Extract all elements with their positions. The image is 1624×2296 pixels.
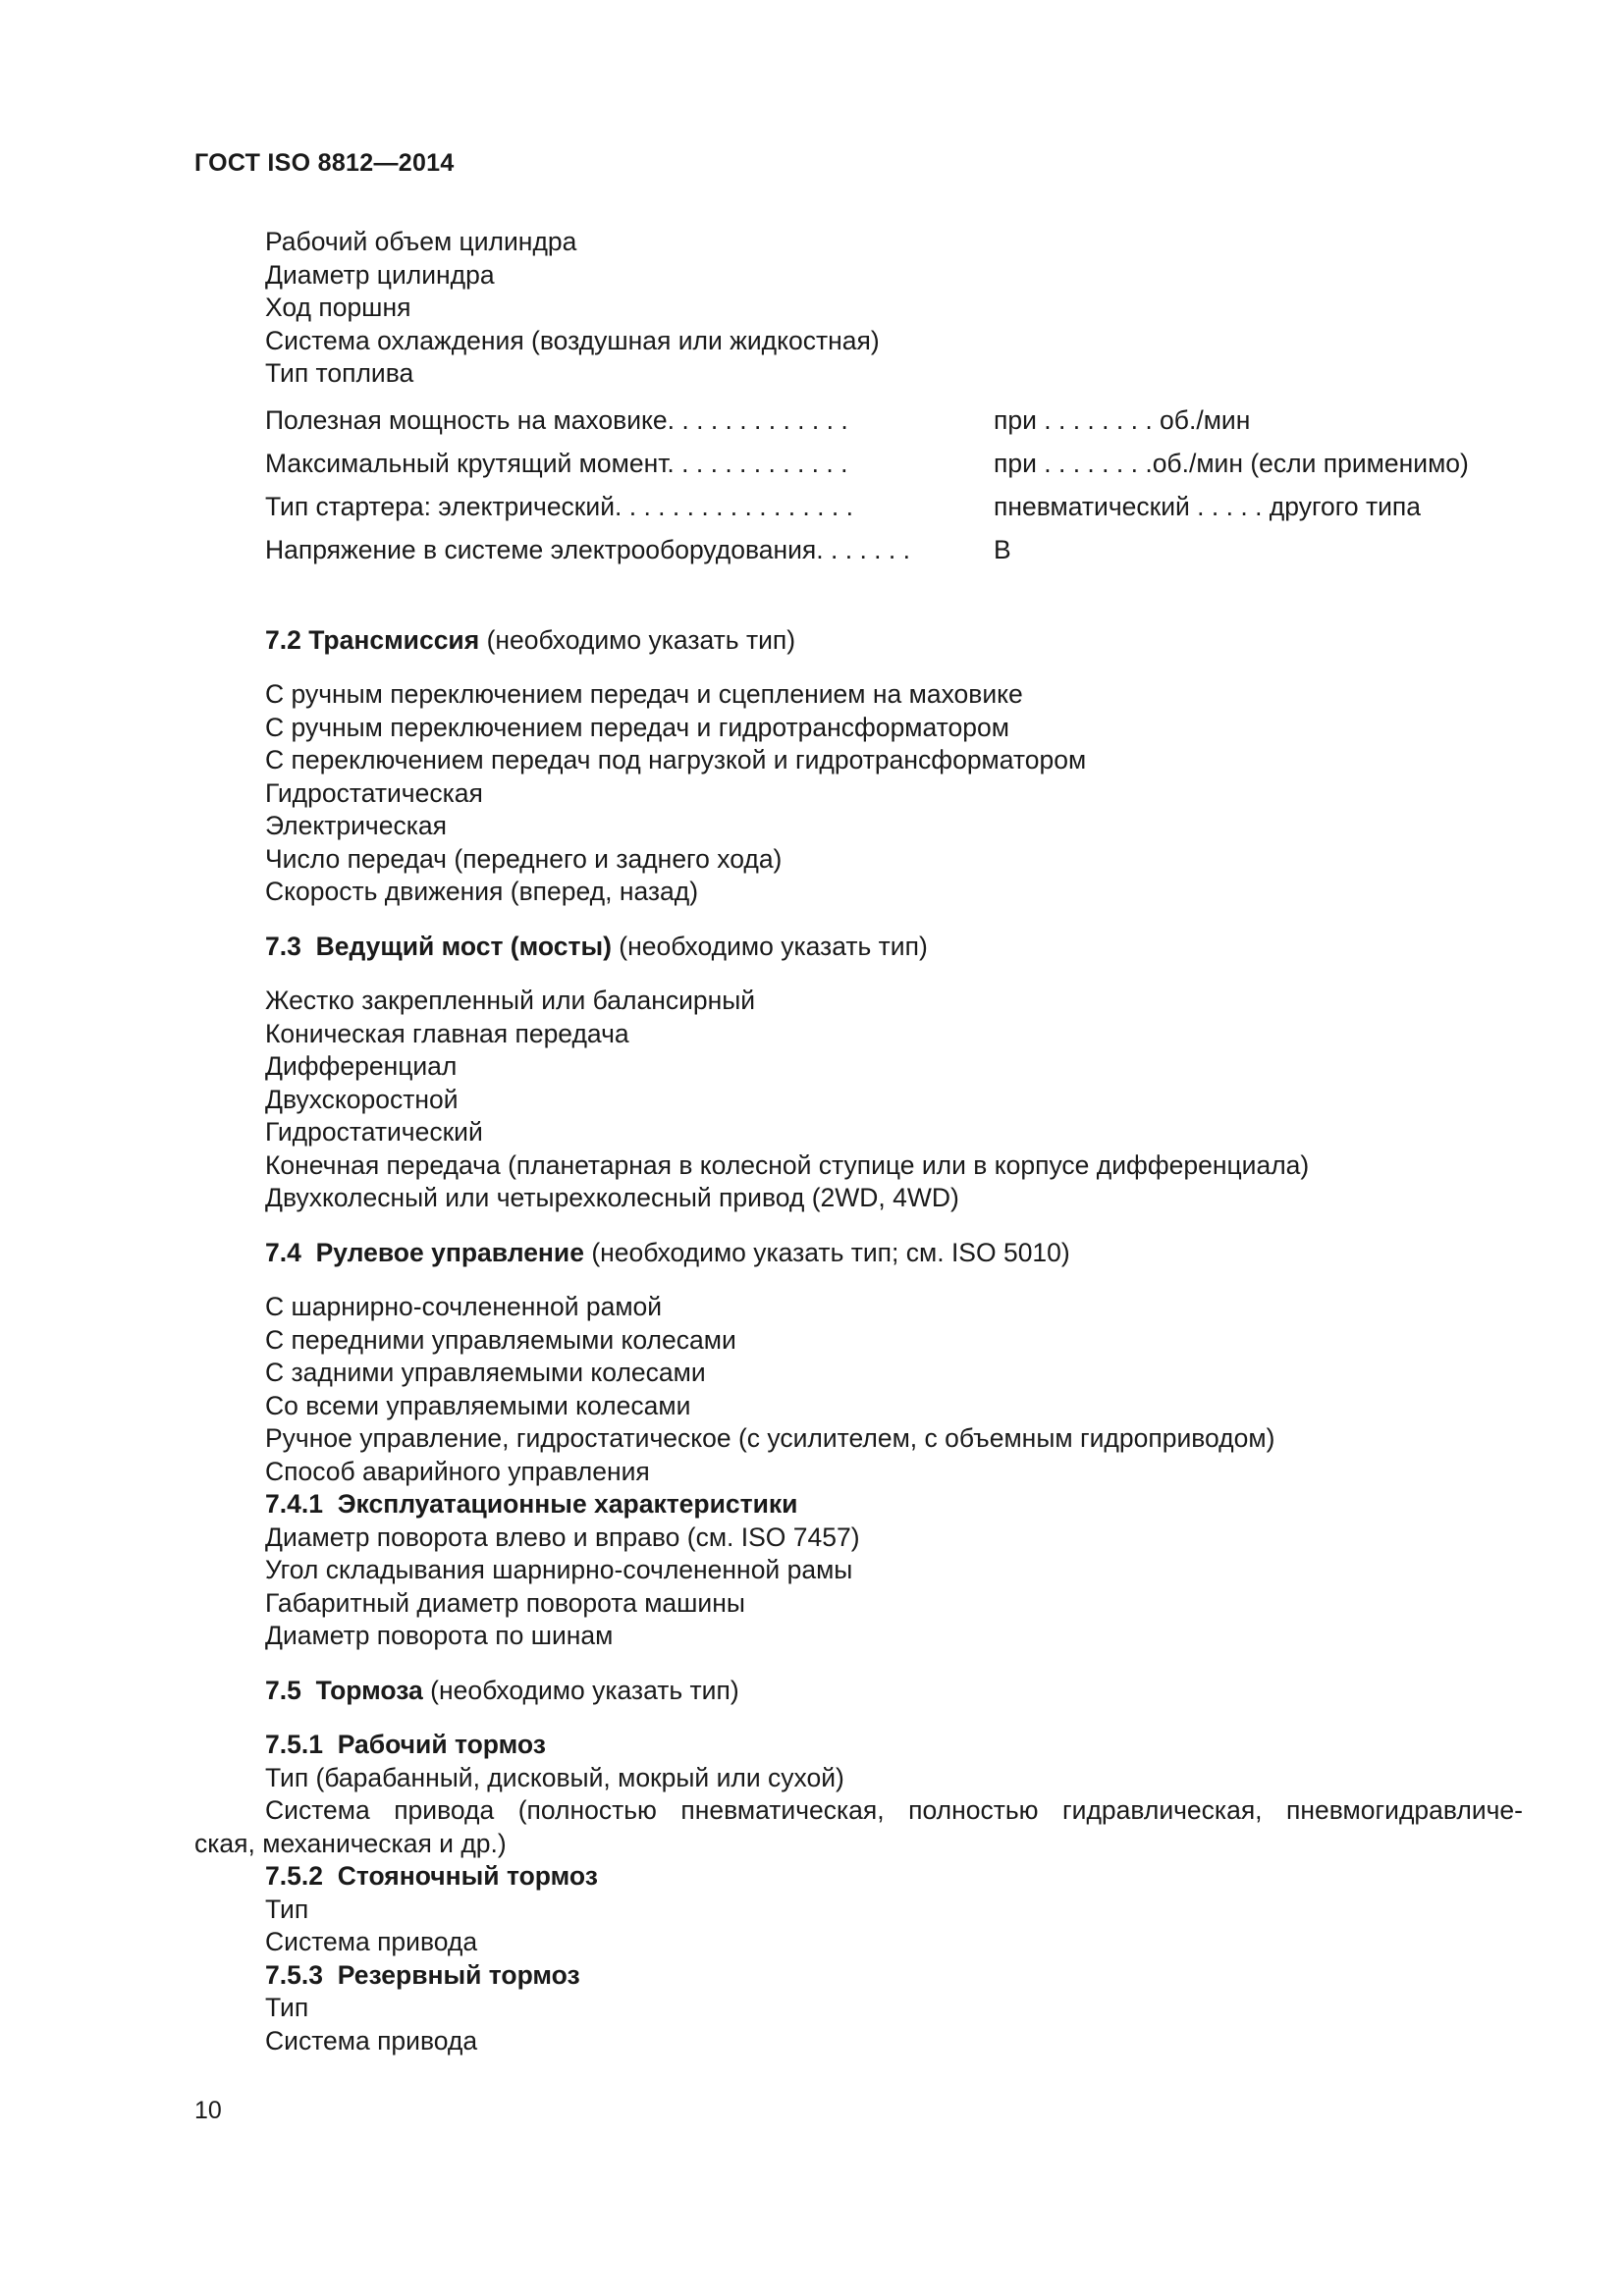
param-value: при . . . . . . . .об./мин (если применимо): [994, 448, 1469, 478]
subsection-title: Стояночный тормоз: [337, 1861, 598, 1891]
section-heading-7-5: [265, 1675, 1522, 1708]
list-item: С ручным переключением передач и сцеплением на маховике: [265, 679, 1023, 709]
page-number: 10: [194, 2097, 222, 2124]
list-item: Конечная передача (планетарная в колесной ступице или в корпусе дифференциала): [265, 1149, 1310, 1180]
section-number: 7.2: [265, 624, 301, 655]
subsection-heading-7-5-3: [265, 1959, 1522, 1993]
list-item: С переключением передач под нагрузкой и гидротрансформатором: [265, 745, 1087, 774]
param-row: [265, 491, 1522, 534]
subsection-heading-7-5-2: [265, 1860, 1522, 1894]
paragraph-line: Система привода (полностью пневматическая, полностью гидравлическая, пневмогидравличе-: [265, 1795, 1523, 1825]
param-label: Полезная мощность на маховике. . . . . . . . . . . . .: [265, 404, 848, 435]
transmission-list: [265, 678, 1522, 909]
list-item: Диаметр цилиндра: [265, 259, 495, 290]
list-item: Габаритный диаметр поворота машины: [265, 1587, 745, 1618]
list-item: Диаметр поворота влево и вправо (см. ISO 7457): [265, 1522, 860, 1552]
subsection-title: Рабочий тормоз: [337, 1730, 546, 1759]
steering-list: [265, 1291, 1522, 1488]
list-item: Дифференциал: [265, 1051, 458, 1081]
param-row: [265, 534, 1522, 577]
subsection-number: 7.5.3: [265, 1959, 323, 1990]
drive-axle-list: [265, 985, 1522, 1215]
list-item: Диаметр поворота по шинам: [265, 1621, 614, 1650]
param-row: [265, 404, 1522, 448]
section-number: 7.4: [265, 1237, 301, 1267]
document-header: ГОСТ ISO 8812—2014: [194, 149, 455, 177]
subsection-heading-7-4-1: [265, 1488, 1522, 1522]
list-item: Тип: [265, 1894, 309, 1924]
list-item: Двухскоростной: [265, 1084, 459, 1114]
param-label: Напряжение в системе электрооборудования. . . . . . .: [265, 534, 910, 564]
param-label: Тип стартера: электрический. . . . . . . . . . . . . . . . .: [265, 491, 853, 521]
list-item: С задними управляемыми колесами: [265, 1358, 706, 1387]
list-item: Тип: [265, 1993, 309, 2022]
paragraph-continuation: ская, механическая и др.): [194, 1828, 507, 1858]
list-item: Жестко закрепленный или балансирный: [265, 986, 756, 1015]
list-item: Двухколесный или четырехколесный привод (2WD, 4WD): [265, 1183, 959, 1212]
list-item: Способ аварийного управления: [265, 1456, 650, 1486]
page-content: [194, 226, 1523, 2057]
list-item: Ручное управление, гидростатическое (с усилителем, с объемным гидроприводом): [265, 1423, 1275, 1453]
list-item: Тип (барабанный, дисковый, мокрый или сухой): [265, 1762, 844, 1792]
list-item: С шарнирно-сочлененной рамой: [265, 1292, 663, 1321]
section-title: Ведущий мост (мосты): [315, 931, 612, 961]
section-note: (необходимо указать тип; см. ISO 5010): [583, 1237, 1070, 1267]
section-title: Рулевое управление: [315, 1237, 584, 1267]
list-item: Система охлаждения (воздушная или жидкостная): [265, 325, 880, 355]
engine-list: [265, 226, 1522, 391]
section-title: Трансмиссия: [308, 624, 480, 655]
section-heading-7-4: [265, 1237, 1522, 1270]
list-item: Гидростатическая: [265, 777, 483, 808]
section-number: 7.3: [265, 931, 301, 961]
list-item: С передними управляемыми колесами: [265, 1324, 736, 1355]
list-item: Система привода: [265, 2025, 478, 2056]
list-item: Гидростатический: [265, 1117, 483, 1147]
section-heading-7-3: [265, 931, 1522, 964]
param-label: Максимальный крутящий момент. . . . . . . . . . . . .: [265, 448, 848, 478]
section-note: (необходимо указать тип): [422, 1675, 739, 1705]
list-item: Ход поршня: [265, 293, 411, 322]
subsection-heading-7-5-1: [265, 1729, 1522, 1762]
subsection-number: 7.5.2: [265, 1861, 323, 1891]
section-note: (необходимо указать тип): [479, 624, 796, 655]
param-value: при . . . . . . . . об./мин: [994, 404, 1251, 435]
subsection-title: Эксплуатационные характеристики: [337, 1489, 798, 1519]
list-item: Скорость движения (вперед, назад): [265, 877, 699, 906]
steering-performance-list: [265, 1522, 1522, 1653]
list-item: Со всеми управляемыми колесами: [265, 1390, 691, 1420]
subsection-number: 7.5.1: [265, 1730, 323, 1759]
list-item: Электрическая: [265, 811, 447, 840]
section-number: 7.5: [265, 1675, 301, 1705]
section-heading-7-2: [265, 624, 1522, 658]
section-title: Тормоза: [315, 1675, 423, 1705]
section-note: (необходимо указать тип): [611, 931, 928, 961]
subsection-title: Резервный тормоз: [337, 1959, 580, 1990]
list-item: Рабочий объем цилиндра: [265, 227, 577, 256]
list-item: Система привода: [265, 1927, 478, 1956]
subsection-number: 7.4.1: [265, 1489, 323, 1519]
list-item: Число передач (переднего и заднего хода): [265, 843, 783, 874]
param-value: пневматический . . . . . другого типа: [994, 491, 1421, 521]
list-item: Угол складывания шарнирно-сочлененной рамы: [265, 1555, 853, 1584]
param-row: [265, 448, 1522, 491]
list-item: С ручным переключением передач и гидротрансформатором: [265, 712, 1009, 742]
list-item: Тип топлива: [265, 358, 414, 388]
engine-params: [265, 404, 1522, 577]
param-value: В: [994, 534, 1011, 564]
list-item: Коническая главная передача: [265, 1018, 629, 1048]
